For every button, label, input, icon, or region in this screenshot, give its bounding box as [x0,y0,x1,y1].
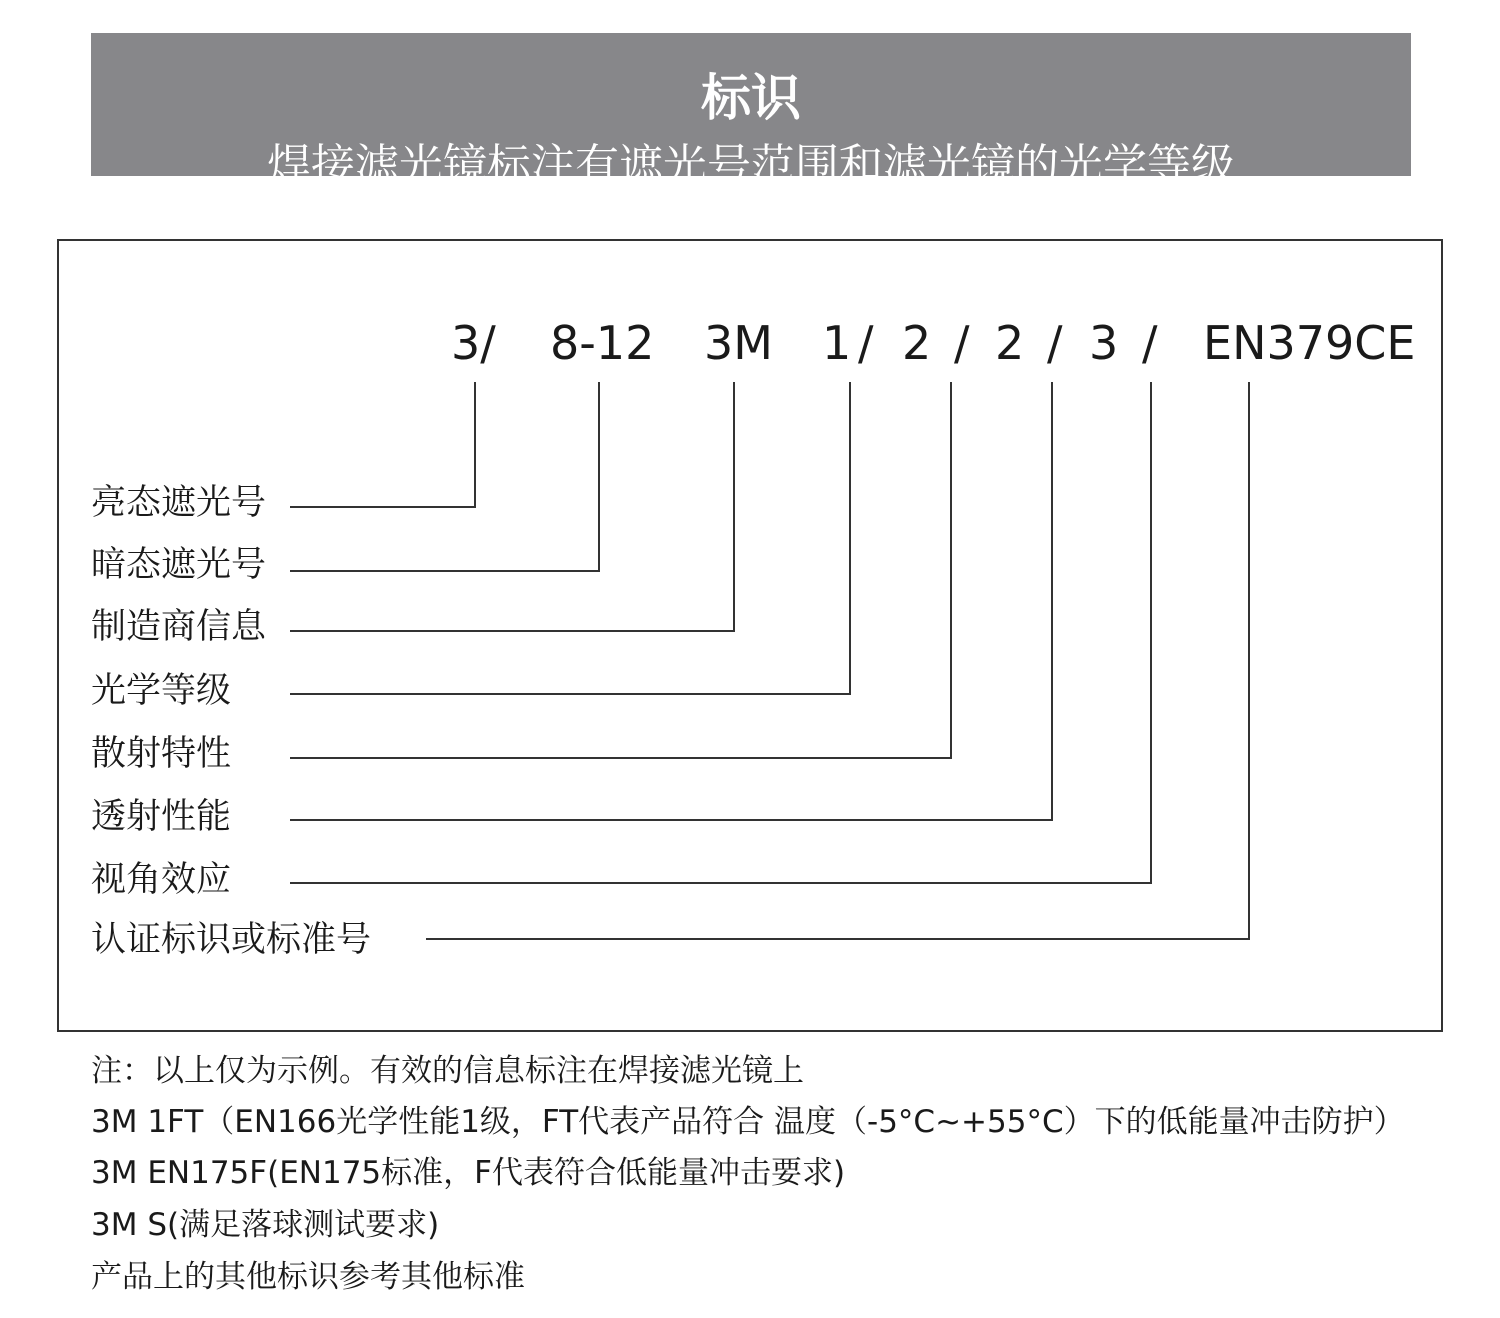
label-certification: 认证标识或标准号 [91,920,372,960]
leader-line-optical-class [290,382,850,694]
marking-code-separator: / [1142,316,1158,370]
marking-code-separator: / [954,316,970,370]
note-line: 3M EN175F(EN175标准，F代表符合低能量冲击要求) [91,1155,846,1191]
marking-code-transmission: 2 [995,316,1025,370]
page-subtitle: 焊接滤光镜标注有遮光号范围和滤光镜的光学等级 [267,140,1235,191]
leader-line-certification [426,382,1249,939]
page-title: 标识 [701,69,801,127]
leader-line-dark-shade [290,382,599,571]
leader-line-transmission [290,382,1052,820]
label-light-shade: 亮态遮光号 [91,483,267,523]
marking-code-diffusion: 2 [902,316,932,370]
marking-code-manufacturer: 3M [704,316,773,370]
note-line: 3M S(满足落球测试要求) [91,1207,440,1243]
label-angle-effect: 视角效应 [91,860,232,900]
marking-code-certification: EN379CE [1203,316,1416,370]
marking-code-separator: / [858,316,874,370]
label-diffusion: 散射特性 [91,734,232,774]
label-manufacturer: 制造商信息 [91,607,267,647]
label-dark-shade: 暗态遮光号 [91,545,267,585]
note-line: 3M 1FT（EN166光学性能1级，FT代表产品符合 温度（-5°C~+55°C）下的低能量冲击防护） [91,1104,1405,1140]
marking-code-separator: / [1047,316,1063,370]
leader-line-angle-effect [290,382,1151,883]
note-line: 注：以上仅为示例。有效的信息标注在焊接滤光镜上 [91,1053,804,1089]
leader-line-light-shade [290,382,475,507]
label-transmission: 透射性能 [91,797,232,837]
marking-code-angle-effect: 3 [1089,316,1119,370]
marking-code-dark-shade: 8-12 [550,316,655,370]
note-line: 产品上的其他标识参考其他标准 [91,1259,525,1295]
label-optical-class: 光学等级 [91,671,232,711]
marking-code-optical-class: 1 [822,316,852,370]
marking-code-light-shade: 3/ [451,316,496,370]
